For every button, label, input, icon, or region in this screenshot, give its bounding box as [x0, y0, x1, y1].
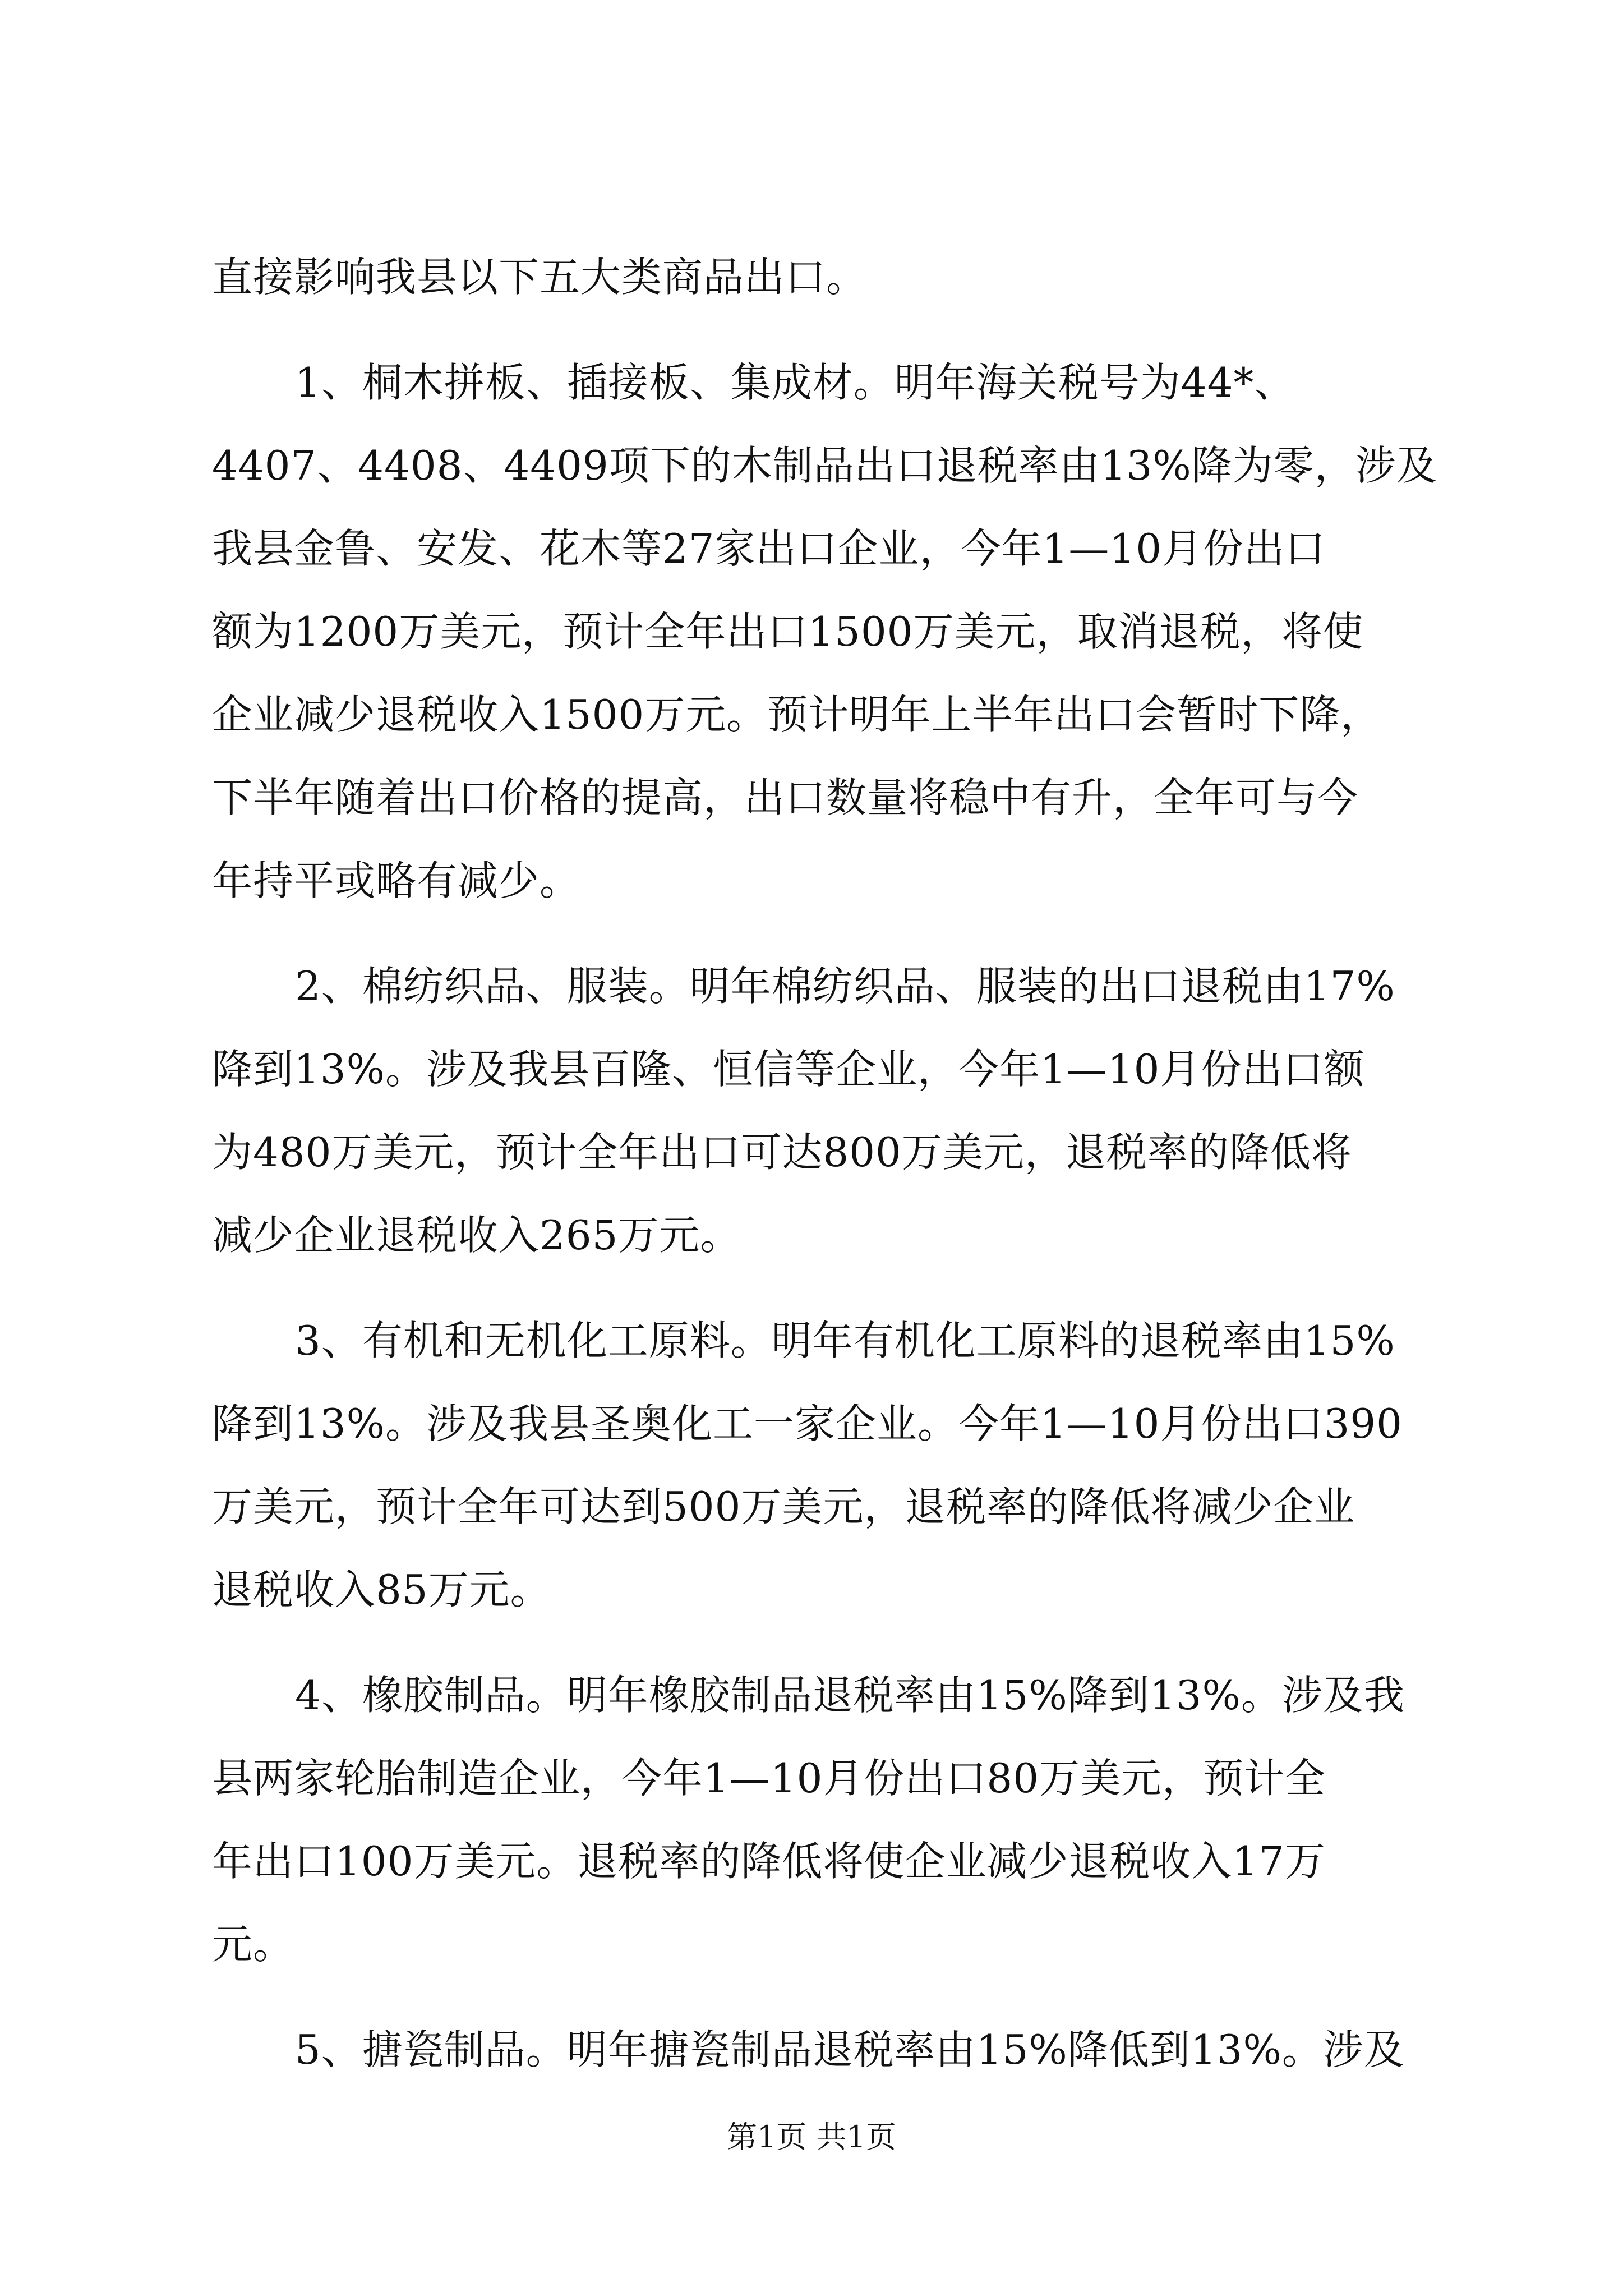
page-footer: 第1页 共1页: [727, 2119, 896, 2155]
paragraph-gap: [212, 319, 1418, 341]
text-line: 5、搪瓷制品。明年搪瓷制品退税率由15%降低到13%。涉及: [295, 2026, 1405, 2073]
text-line: 我县金鲁、安发、花木等27家出口企业，今年1—10月份出口: [212, 525, 1326, 572]
text-line: 元。: [212, 1921, 294, 1968]
text-line: 退税收入85万元。: [212, 1566, 551, 1613]
text-line: 降到13%。涉及我县圣奥化工一家企业。今年1—10月份出口390: [212, 1400, 1403, 1447]
paragraph-gap: [212, 1277, 1418, 1299]
text-line: 直接影响我县以下五大类商品出口。: [212, 254, 868, 301]
text-line: 企业减少退税收入1500万元。预计明年上半年出口会暂时下降，: [212, 691, 1382, 738]
text-line: 1、桐木拼板、插接板、集成材。明年海关税号为44*、: [295, 359, 1295, 406]
text-line: 为480万美元，预计全年出口可达800万美元，退税率的降低将: [212, 1129, 1352, 1176]
text-line: 4、橡胶制品。明年橡胶制品退税率由15%降到13%。涉及我: [295, 1672, 1405, 1719]
text-line: 县两家轮胎制造企业，今年1—10月份出口80万美元，预计全: [212, 1755, 1326, 1802]
text-line: 下半年随着出口价格的提高，出口数量将稳中有升，全年可与今: [212, 774, 1359, 821]
text-line: 年出口100万美元。退税率的降低将使企业减少退税收入17万: [212, 1838, 1326, 1885]
paragraph-gap: [212, 1986, 1418, 2008]
document-body: [212, 236, 1437, 2091]
text-line: 2、棉纺织品、服装。明年棉纺织品、服装的出口退税由17%: [295, 963, 1395, 1010]
text-line: 万美元，预计全年可达到500万美元，退税率的降低将减少企业: [212, 1483, 1355, 1530]
text-line: 降到13%。涉及我县百隆、恒信等企业，今年1—10月份出口额: [212, 1046, 1365, 1093]
text-line: 4407、4408、4409项下的木制品出口退税率由13%降为零，涉及: [212, 442, 1437, 489]
text-line: 减少企业退税收入265万元。: [212, 1212, 741, 1259]
paragraph-gap: [212, 922, 1418, 945]
text-line: 年持平或略有减少。: [212, 857, 581, 904]
text-line: 3、有机和无机化工原料。明年有机化工原料的退税率由15%: [295, 1317, 1395, 1364]
paragraph-gap: [212, 1631, 1418, 1654]
text-line: 额为1200万美元，预计全年出口1500万美元，取消退税，将使: [212, 608, 1364, 655]
